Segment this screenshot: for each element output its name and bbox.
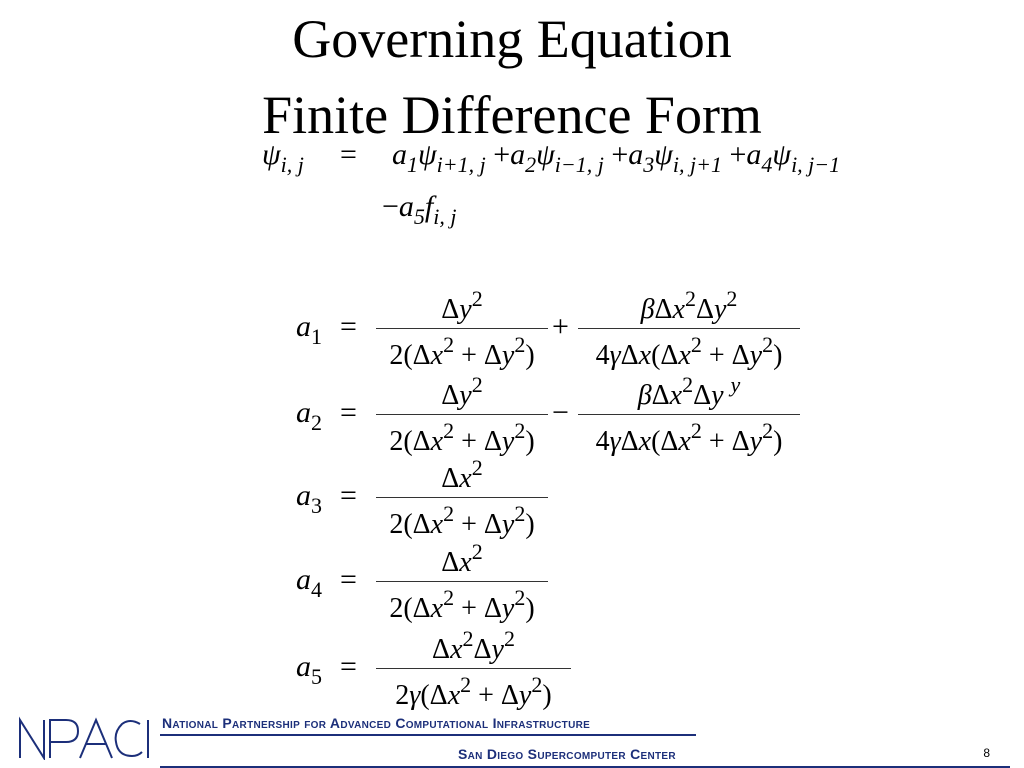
coefficient-a3-label: $a_3$ (296, 479, 322, 518)
coefficient-a1-numerator1: $\Delta y^2$ (441, 286, 483, 325)
coefficient-a1-denominator2: $4\gamma\Delta x(\Delta x^2 + \Delta y^2)$ (595, 332, 783, 371)
coefficient-a1-equals: = (340, 310, 357, 343)
coefficient-a2-bar2 (578, 414, 800, 415)
equation-equals: = (340, 138, 357, 171)
slide-title-line1: Governing Equation (292, 9, 732, 69)
coefficient-a5-label: $a_5$ (296, 650, 322, 689)
coefficient-a2-operator: − (552, 396, 569, 429)
coefficient-a2-label: $a_2$ (296, 396, 322, 435)
coefficient-a1-operator: + (552, 310, 569, 343)
coefficient-a2-denominator2: $4\gamma\Delta x(\Delta x^2 + \Delta y^2)$ (595, 418, 783, 457)
coefficient-a2-bar1 (376, 414, 548, 415)
npaci-logo (18, 716, 158, 760)
equation-rhs-line2: $-a_5f_{i, j}$ (382, 190, 457, 229)
equation-rhs-line1: $a_1\psi_{i+1, j} +a_2\psi_{i-1, j} +a_3\psi_{i, j+1} +a_4\psi_{i, j-1}$ (392, 138, 841, 177)
slide-title-line2: Finite Difference Form (262, 85, 762, 145)
coefficient-a4-numerator1: $\Delta x^2$ (441, 539, 483, 578)
coefficient-a2-numerator2: βΔx$^2$Δy $^y$ (637, 372, 741, 411)
coefficient-a3-bar1 (376, 497, 548, 498)
coefficient-a1-bar2 (578, 328, 800, 329)
coefficient-a2-equals: = (340, 396, 357, 429)
coefficient-a4-bar1 (376, 581, 548, 582)
coefficient-a5-numerator1: $\Delta x^2\Delta y^2$ (432, 626, 515, 665)
coefficient-a1-numerator2: $\beta\Delta x^2\Delta y^2$ (640, 286, 738, 325)
coefficient-a4-denominator1: $2(\Delta x^2 + \Delta y^2)$ (389, 585, 535, 624)
coefficient-a1-bar1 (376, 328, 548, 329)
page-number: 8 (983, 746, 990, 760)
coefficient-a3-denominator1: $2(\Delta x^2 + \Delta y^2)$ (389, 501, 535, 540)
coefficient-a2-denominator1: $2(\Delta x^2 + \Delta y^2)$ (389, 418, 535, 457)
equation-lhs: $\psi_{i, j}$ (262, 138, 304, 177)
coefficient-a3-equals: = (340, 479, 357, 512)
coefficient-a2-numerator1: $\Delta y^2$ (441, 372, 483, 411)
coefficient-a4-label: $a_4$ (296, 563, 322, 602)
coefficient-a5-denominator1: $2\gamma(\Delta x^2 + \Delta y^2)$ (395, 672, 552, 711)
coefficient-a1-label: $a_1$ (296, 310, 322, 349)
coefficient-a4-equals: = (340, 563, 357, 596)
org-name: National Partnership for Advanced Computational Infrastructure (162, 715, 591, 731)
center-name: San Diego Supercomputer Center (458, 746, 676, 762)
coefficient-a5-equals: = (340, 650, 357, 683)
coefficient-a3-numerator1: $\Delta x^2$ (441, 455, 483, 494)
coefficient-a1-denominator1: $2(\Delta x^2 + \Delta y^2)$ (389, 332, 535, 371)
coefficient-a5-bar1 (376, 668, 571, 669)
footer-rule-top (160, 734, 696, 736)
